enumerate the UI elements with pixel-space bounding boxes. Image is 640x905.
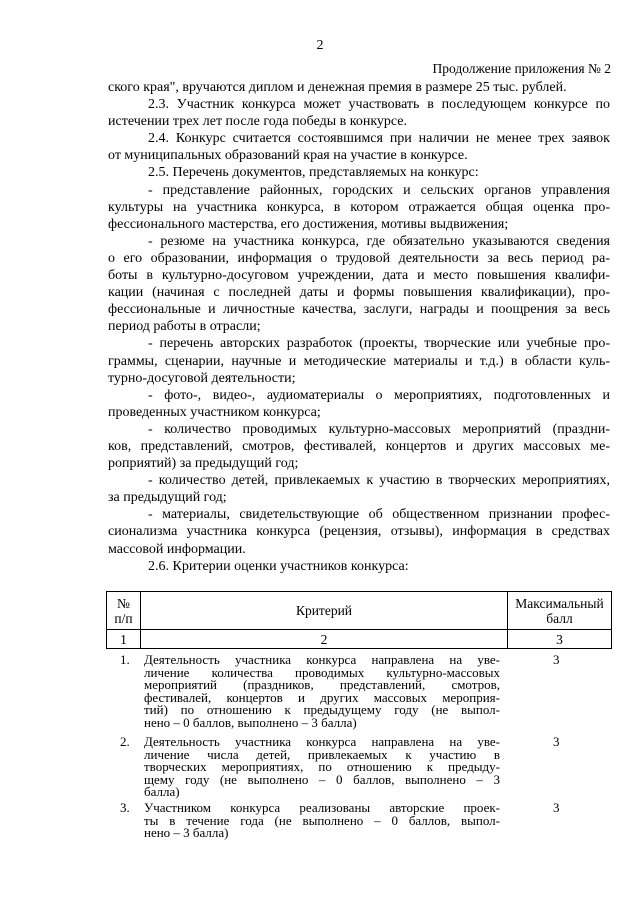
criteria-item-line: балла)	[144, 784, 180, 799]
criteria-item	[106, 736, 612, 799]
paragraph-line: ского края", вручаются диплом и денежная премия в размере 25 тыс. рублей.	[108, 80, 567, 95]
criteria-item-number: 3.	[120, 800, 130, 815]
paragraph-line: - фото-, видео-, аудиоматериалы о мероприятиях, подготовленных и	[148, 387, 610, 403]
criteria-item-line: нено – 0 баллов, выполнено – 3 балла)	[144, 714, 357, 730]
paragraph-line: фессионального мастерства, его достижения, мотивы выдвижения;	[108, 216, 509, 232]
criteria-table	[106, 591, 612, 649]
criteria-item-line: щему году (не выполнено – 0 баллов, выполнено – 3	[144, 771, 500, 787]
criteria-item-score: 3	[553, 734, 560, 749]
paragraph-line: кации (начиная с последней даты и формы повышения квалификации), про-	[108, 285, 610, 301]
paragraph-line: истечении трех лет после года победы в конкурсе.	[108, 114, 408, 130]
paragraph-line: - количество детей, привлекаемых к участию в творческих мероприятиях,	[148, 473, 610, 489]
header-number-line2: п/п	[114, 610, 133, 626]
table-header-row	[107, 592, 612, 630]
criteria-item-line: Участником конкурса реализованы авторские проек-	[144, 800, 500, 815]
paragraph-line: граммы, сценарии, научные и методические материалы и т.д.) в области куль-	[108, 353, 610, 369]
paragraph-line: - резюме на участника конкурса, где обязательно указываются сведения	[148, 233, 610, 249]
header-number-line1: №	[117, 595, 130, 611]
paragraph-line: фессиональные и личностные качества, заслуги, награды и поощрения за весь	[108, 302, 610, 318]
paragraph-line: от муниципальных образований края на участие в конкурсе.	[108, 148, 468, 164]
criteria-item-line: личение количества проводимых культурно-массовых	[144, 664, 500, 680]
paragraph-line: ков, представлений, смотров, фестивалей, концертов и других массовых ме-	[108, 438, 610, 454]
paragraph-line: боты в культурно-досуговом учреждении, дата и место повышения квалифи-	[108, 268, 610, 284]
continuation-note: Продолжение приложения № 2	[432, 61, 611, 76]
criteria-item-line: личение числа детей, привлекаемых к участию в	[144, 746, 500, 762]
body-text	[108, 79, 610, 575]
criteria-item-number: 2.	[120, 734, 130, 749]
header-max-line2: балл	[546, 610, 573, 626]
paragraph-line: - представление районных, городских и сельских органов управления	[148, 182, 610, 198]
paragraph-line: 2.3. Участник конкурса может участвовать в последующем конкурсе по	[148, 97, 610, 113]
page-number: 2	[316, 38, 324, 53]
header-max-line1: Максимальный	[515, 595, 604, 611]
criteria-item-text	[144, 736, 500, 799]
criteria-item-line: мероприятий (праздников, представлений, смотров,	[144, 677, 500, 692]
paragraph-line: - материалы, свидетельствующие об общественном признании профес-	[148, 507, 610, 523]
criteria-item-line: Деятельность участника конкурса направлена на уве-	[144, 652, 500, 667]
index-cell-1: 1	[107, 630, 141, 649]
criteria-item	[106, 654, 612, 729]
criteria-item-line: ты в течение года (не выполнено – 0 баллов, выпол-	[144, 812, 500, 828]
paragraph-line: роприятий) за предыдущий год;	[108, 456, 299, 472]
paragraph-line: 2.5. Перечень документов, представляемых на конкурс:	[148, 165, 479, 181]
criteria-item-line: нено – 3 балла)	[144, 825, 229, 840]
index-cell-2: 2	[141, 630, 508, 649]
paragraph-line: проведенных участником конкурса;	[108, 404, 321, 420]
paragraph-line: за предыдущий год;	[108, 490, 227, 506]
table-index-row	[107, 630, 612, 649]
header-number-cell	[107, 592, 141, 630]
criteria-item-number: 1.	[120, 652, 130, 667]
criteria-item-text	[144, 654, 500, 729]
criteria-item	[106, 802, 612, 840]
criteria-item-line: Деятельность участника конкурса направлена на уве-	[144, 734, 500, 749]
header-max-score-cell	[508, 592, 612, 630]
paragraph-line: 2.4. Конкурс считается состоявшимся при наличии не менее трех заявок	[148, 131, 610, 147]
paragraph-line: период работы в отрасли;	[108, 319, 261, 335]
paragraph-line: турно-досуговой деятельности;	[108, 370, 296, 386]
criteria-item-score: 3	[553, 800, 560, 815]
paragraph-line: культуры на участника конкурса, в котором отражается общая оценка про-	[108, 199, 610, 215]
paragraph-line: - перечень авторских разработок (проекты, творческие или учебные про-	[148, 336, 610, 352]
criteria-item-text	[144, 802, 500, 840]
header-criterion-cell: Критерий	[141, 592, 508, 630]
paragraph-line: сионализма участника конкурса (рецензия, отзывы), информация в средствах	[108, 524, 610, 540]
paragraph-line: о его образовании, информация о трудовой деятельности за весь период ра-	[108, 250, 610, 266]
index-cell-3: 3	[508, 630, 612, 649]
paragraph-line: массовой информации.	[108, 541, 246, 557]
paragraph-line: - количество проводимых культурно-массовых мероприятий (праздни-	[148, 421, 610, 437]
paragraph-line: 2.6. Критерии оценки участников конкурса:	[148, 558, 409, 574]
criteria-item-line: фестивалей, концертов и других массовых мероприя-	[144, 689, 500, 705]
criteria-item-line: творческих мероприятиях, по отношению к предыду-	[144, 759, 500, 774]
criteria-item-score: 3	[553, 652, 560, 667]
criteria-item-line: тий) по отношению к предыдущему году (не выпол-	[144, 702, 500, 717]
